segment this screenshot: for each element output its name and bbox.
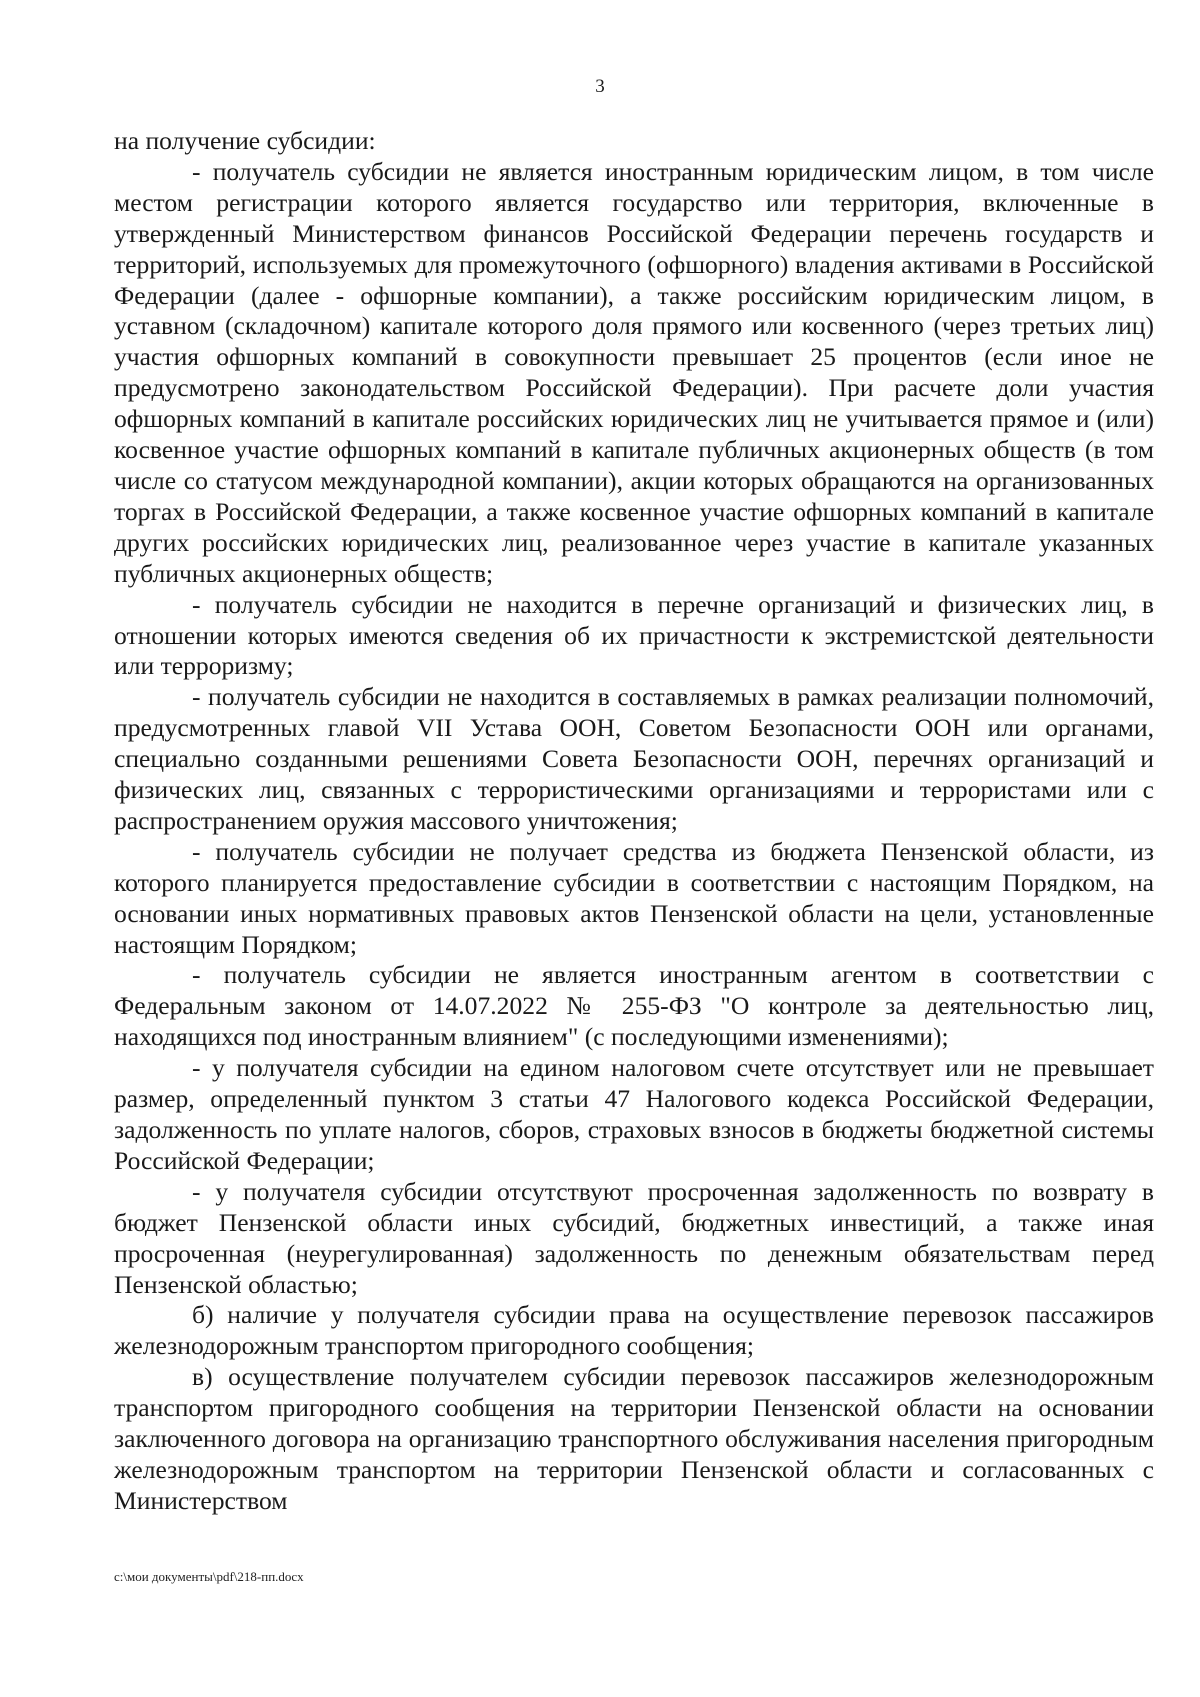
paragraph-item-b-transport-right: б) наличие у получателя субсидии права на осуществление перевозок пассажиров железнодорожным транспортом пригородного сообщения; <box>114 1300 1154 1361</box>
paragraph-intro: на получение субсидии: <box>114 126 376 155</box>
paragraph-extremism-list: - получатель субсидии не находится в перечне организаций и физических лиц, в отношении которых имеются сведения об их причастности к экстремистской деятельности или терроризму; <box>114 589 1154 681</box>
paragraph-overdue-debt: - у получателя субсидии отсутствуют просроченная задолженность по возврату в бюджет Пензенской области иных субсидий, бюджетных инвестиций, а также иная просроченная (неурегулированная) задолженность по денежным обязательствам перед Пензенской областью; <box>114 1176 1154 1299</box>
paragraph-un-sanctions-list: - получатель субсидии не находится в составляемых в рамках реализации полномочий, предусмотренных главой VII Устава ООН, Советом Безопасности ООН или органами, специально созданными решениями Совета Безопасности ООН, перечнях организаций и физических лиц, связанных с террористическими организациями и террористами или с распространением оружия массового уничтожения; <box>114 682 1154 835</box>
paragraph-offshore-companies: - получатель субсидии не является иностранным юридическим лицом, в том числе местом регистрации которого является государство или территория, включенные в утвержденный Министерством финансов Российской Федерации перечень государств и территорий, используемых для промежуточного (офшорного) владения активами в Российской Федерации (далее - офшорные компании), а также российским юридическим лицом, в уставном (складочном) капитале которого доля прямого или косвенного (через третьих лиц) участия офшорных компаний в совокупности превышает 25 процентов (если иное не предусмотрено законодательством Российской Федерации). При расчете доли участия офшорных компаний в капитале российских юридических лиц не учитывается прямое и (или) косвенное участие офшорных компаний в капитале публичных акционерных обществ (в том числе со статусом международной компании), акции которых обращаются на организованных торгах в Российской Федерации, а также косвенное участие офшорных компаний в капитале других российских юридических лиц, реализованное через участие в капитале указанных публичных акционерных обществ; <box>114 156 1154 588</box>
page-number: 3 <box>595 76 605 97</box>
paragraph-item-v-transport-contract: в) осуществление получателем субсидии перевозок пассажиров железнодорожным транспортом пригородного сообщения на территории Пензенской области на основании заключенного договора на организацию транспортного обслуживания населения пригородным железнодорожным транспортом на территории Пензенской области и согласованных с Министерством <box>114 1362 1154 1515</box>
document-body <box>114 126 1154 1517</box>
footer-file-path: c:\мои документы\pdf\218-пп.docx <box>114 1569 304 1584</box>
paragraph-regional-budget-funds: - получатель субсидии не получает средства из бюджета Пензенской области, из которого планируется предоставление субсидии в соответствии с настоящим Порядком, на основании иных нормативных правовых актов Пензенской области на цели, установленные настоящим Порядком; <box>114 836 1154 959</box>
paragraph-tax-debt: - у получателя субсидии на едином налоговом счете отсутствует или не превышает размер, определенный пунктом 3 статьи 47 Налогового кодекса Российской Федерации, задолженность по уплате налогов, сборов, страховых взносов в бюджеты бюджетной системы Российской Федерации; <box>114 1053 1154 1175</box>
paragraph-foreign-agent: - получатель субсидии не является иностранным агентом в соответствии с Федеральным законом от 14.07.2022 № 255-ФЗ "О контроле за деятельностью лиц, находящихся под иностранным влиянием" (с последующими изменениями); <box>114 960 1154 1052</box>
